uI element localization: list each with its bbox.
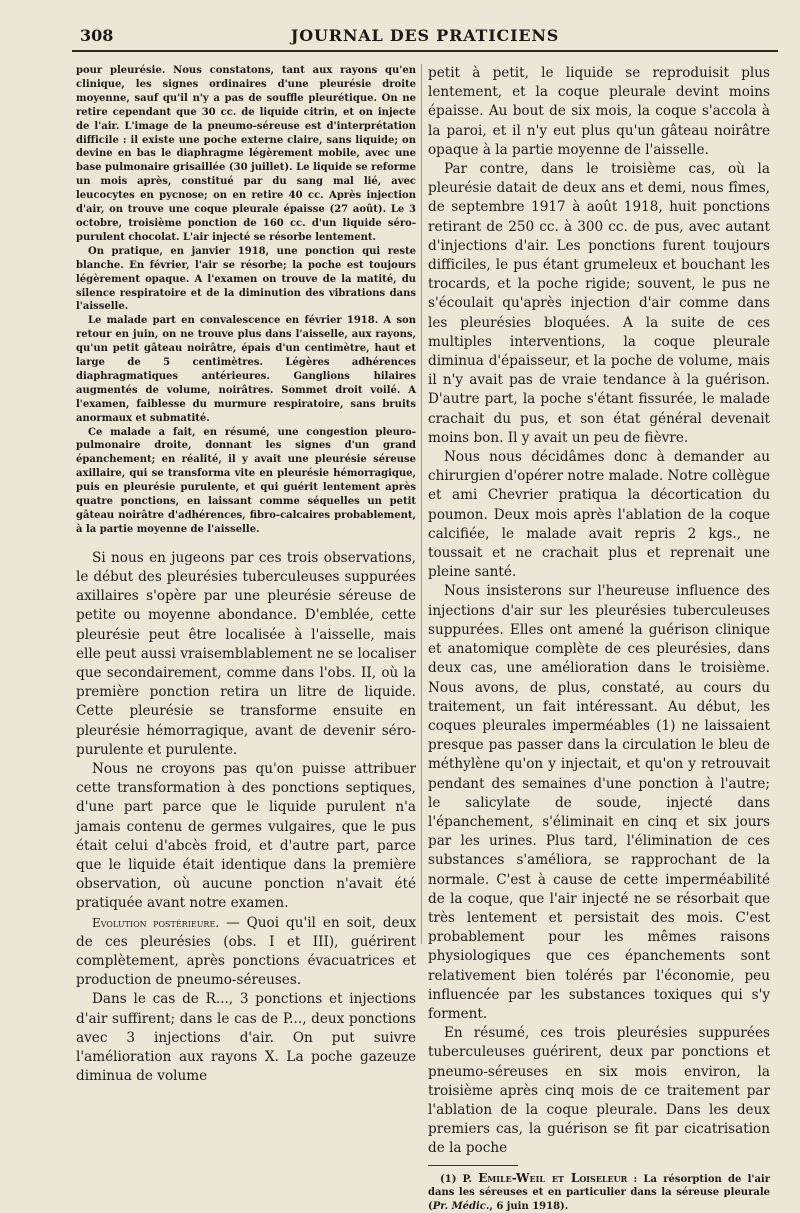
body-paragraph: Nous ne croyons pas qu'on puisse attribuer cette transformation à des ponctions septiques, d'une part parce que le liquide purulent n'a jamais contenu de germes vulgaires, que le pus était celui d'abcès froid, et d'autre part, parce que le liquide était identique dans la première observation, où aucune ponction n'avait été pratiquée avant notre examen. [76, 761, 416, 912]
body-paragraph: Nous nous décidâmes donc à demander au chirurgien d'opérer notre malade. Notre collègue et ami Chevrier pratiqua la décortication du poumon. Deux mois après l'ablation de la coque calcifiée, le malade avait repris 2 kgs., ne toussait et ne crachait plus et reprenait une pleine santé. [428, 449, 770, 581]
footnote-date: , 6 juin 1918). [489, 1200, 569, 1212]
page-number: 308 [80, 26, 114, 45]
journal-title: JOURNAL DES PRATICIENS [290, 26, 560, 45]
body-paragraph: Si nous en jugeons par ces trois observations, le début des pleurésies tuberculeuses suppurées axillaires s'opère par une pleurésie séreuse de petite ou moyenne abondance. D'emblée, cette pleurésie peut être localisée à l'aisselle, mais elle peut aussi vraisemblablement ne se localiser que secondairement, comme dans l'obs. II, où la première ponction retira un litre de liquide. Cette pleurésie se transforme ensuite en pleurésie hémorragique, avant de devenir séro-purulente et purulente. [76, 549, 416, 758]
discussion-text [76, 549, 416, 1087]
evolution-text: — Quoi qu'il en soit, deux de ces pleurésies (obs. I et III), guérirent complètement, après ponctions évacuatrices et production de pneumo-séreuses. [76, 914, 417, 989]
footnote-journal: Pr. Médic. [432, 1200, 490, 1212]
footnote-rule [428, 1165, 518, 1166]
observation-paragraph: Ce malade a fait, en résumé, une congestion pleuro-pulmonaire droite, donnant les signes d'un grand épanchement; en réalité, il y avait une pleurésie séreuse axillaire, qui se transforma vite en pleurésie hémorragique, puis en pleurésie purulente, et qui guérit lentement après quatre ponctions, en laissant comme séquelles un petit gâteau noirâtre d'adhérences, fibro-calcaires probablement, à la partie moyenne de l'aisselle. [76, 426, 416, 535]
body-paragraph: Nous insisterons sur l'heureuse influence des injections d'air sur les pleurésies tuberculeuses suppurées. Elles ont amené la guérison clinique et anatomique complète de ces pleurésies, dans deux cas, une amélioration dans le troisième. Nous avons, de plus, constaté, au cours du traitement, un fait intéressant. Au début, les coques pleurales imperméables (1) ne laissaient presque pas passer dans la circulation le bleu de méthylène qu'on y injectait, et qu'on y retrouvait pendant des semaines d'une ponction à l'autre; le salicylate de soude, injecté dans l'épanchement, s'éliminait en cinq et six jours par les urines. Plus tard, l'élimination de ces substances s'améliora, se rapprochant de la normale. C'est à cause de cette imperméabilité de la coque, que l'air injecté ne se résorbait que très lentement et persistait des mois. C'est probablement pour les mêmes raisons physiologiques que ces épanchements sont relativement bien tolérés par l'économie, peu influencée par les substances toxiques qui s'y forment. [428, 583, 770, 1022]
footnote-text [428, 1172, 770, 1213]
evolution-paragraph [76, 914, 416, 991]
footnote-mark: (1) P. [440, 1173, 479, 1185]
section-heading: Evolution postérieure. [92, 915, 220, 930]
footnote [428, 1172, 770, 1213]
observation-paragraph: Le malade part en convalescence en février 1918. A son retour en juin, on ne trouve plus dans l'aisselle, aux rayons, qu'un petit gâteau noirâtre, épais d'un centimètre, haut et large de 5 centimètres. Légères adhérences diaphragmatiques antérieures. Ganglions hilaires augmentés de volume, noirâtres. Sommet droit voilé. A l'examen, faiblesse du murmure respiratoire, sans bruits anormaux et submatité. [76, 315, 416, 424]
page-header [72, 20, 778, 52]
column-divider [421, 64, 422, 944]
body-paragraph: petit à petit, le liquide se reproduisit plus lentement, et la coque pleurale devint moins épaisse. Au bout de six mois, la coque s'accola à la paroi, et il n'y eut plus qu'un gâteau noirâtre opaque à la partie moyenne de l'aisselle. [428, 65, 770, 158]
observation-notes [76, 64, 416, 537]
body-paragraph: Par contre, dans le troisième cas, où la pleurésie datait de deux ans et demi, nous fîmes, de septembre 1917 à août 1918, huit ponctions retirant de 250 cc. à 300 cc. de pus, avec autant d'injections d'air. Les ponctions furent toujours difficiles, le pus étant grumeleux et bouchant les trocards, et la poche rigide; souvent, le pus ne s'écoulait qu'après injection d'air comme dans les pleurésies bloquées. A la suite de ces multiples interventions, la coque pleurale diminua d'épaisseur, et la poche de volume, mais il n'y avait pas de vraie tendance à la guérison. D'autre part, la poche s'étant fissurée, le malade crachait du pus, et son état général devenait moins bon. Il y avait un peu de fièvre. [428, 161, 770, 446]
left-column [76, 64, 416, 1087]
observation-paragraph: On pratique, en janvier 1918, une ponction qui reste blanche. En février, l'air se résorbe; la poche est toujours légèrement opaque. A l'examen on trouve de la matité, du silence respiratoire et de la diminution des vibrations dans l'aisselle. [76, 245, 416, 313]
body-paragraph: En résumé, ces trois pleurésies suppurées tuberculeuses guérirent, deux par ponctions et pneumo-séreuses en six mois environ, la troisième après cinq mois de ce traitement par l'ablation de la coque pleurale. Dans les deux premiers cas, la guérison se fit par cicatrisation de la poche [428, 1025, 770, 1157]
footnote-body: : La résorption de l'air dans les séreuses et en particulier dans la séreuse pleurale ( [428, 1173, 770, 1212]
footnote-authors: Emile-Weil et Loiseleur [478, 1170, 628, 1185]
right-column [428, 64, 770, 1213]
observation-paragraph: pour pleurésie. Nous constatons, tant aux rayons qu'en clinique, les signes ordinaires d'une pleurésie droite moyenne, sauf qu'il n'y a pas de souffle pleurétique. On ne retire cependant que 30 cc. de liquide citrin, et on injecte de l'air. L'image de la pneumo-séreuse est d'interprétation difficile : il existe une poche externe claire, sans liquide; on devine en bas le diaphragme légèrement mobile, avec une base pulmonaire grisaillée (30 juillet). Le liquide se reforme un mois après, constitué par du sang mal lié, avec leucocytes en pycnose; on en retire 40 cc. Après injection d'air, on trouve une coque pleurale épaisse (27 août). Le 3 octobre, troisième ponction de 160 cc. d'un liquide séro-purulent chocolat. L'air injecté se résorbe lentement. [76, 65, 416, 243]
body-paragraph: Dans le cas de R..., 3 ponctions et injections d'air suffirent; dans le cas de P..., deux ponctions avec 3 injections d'air. On put suivre l'amélioration aux rayons X. La poche gazeuze diminua de volume [76, 991, 416, 1085]
